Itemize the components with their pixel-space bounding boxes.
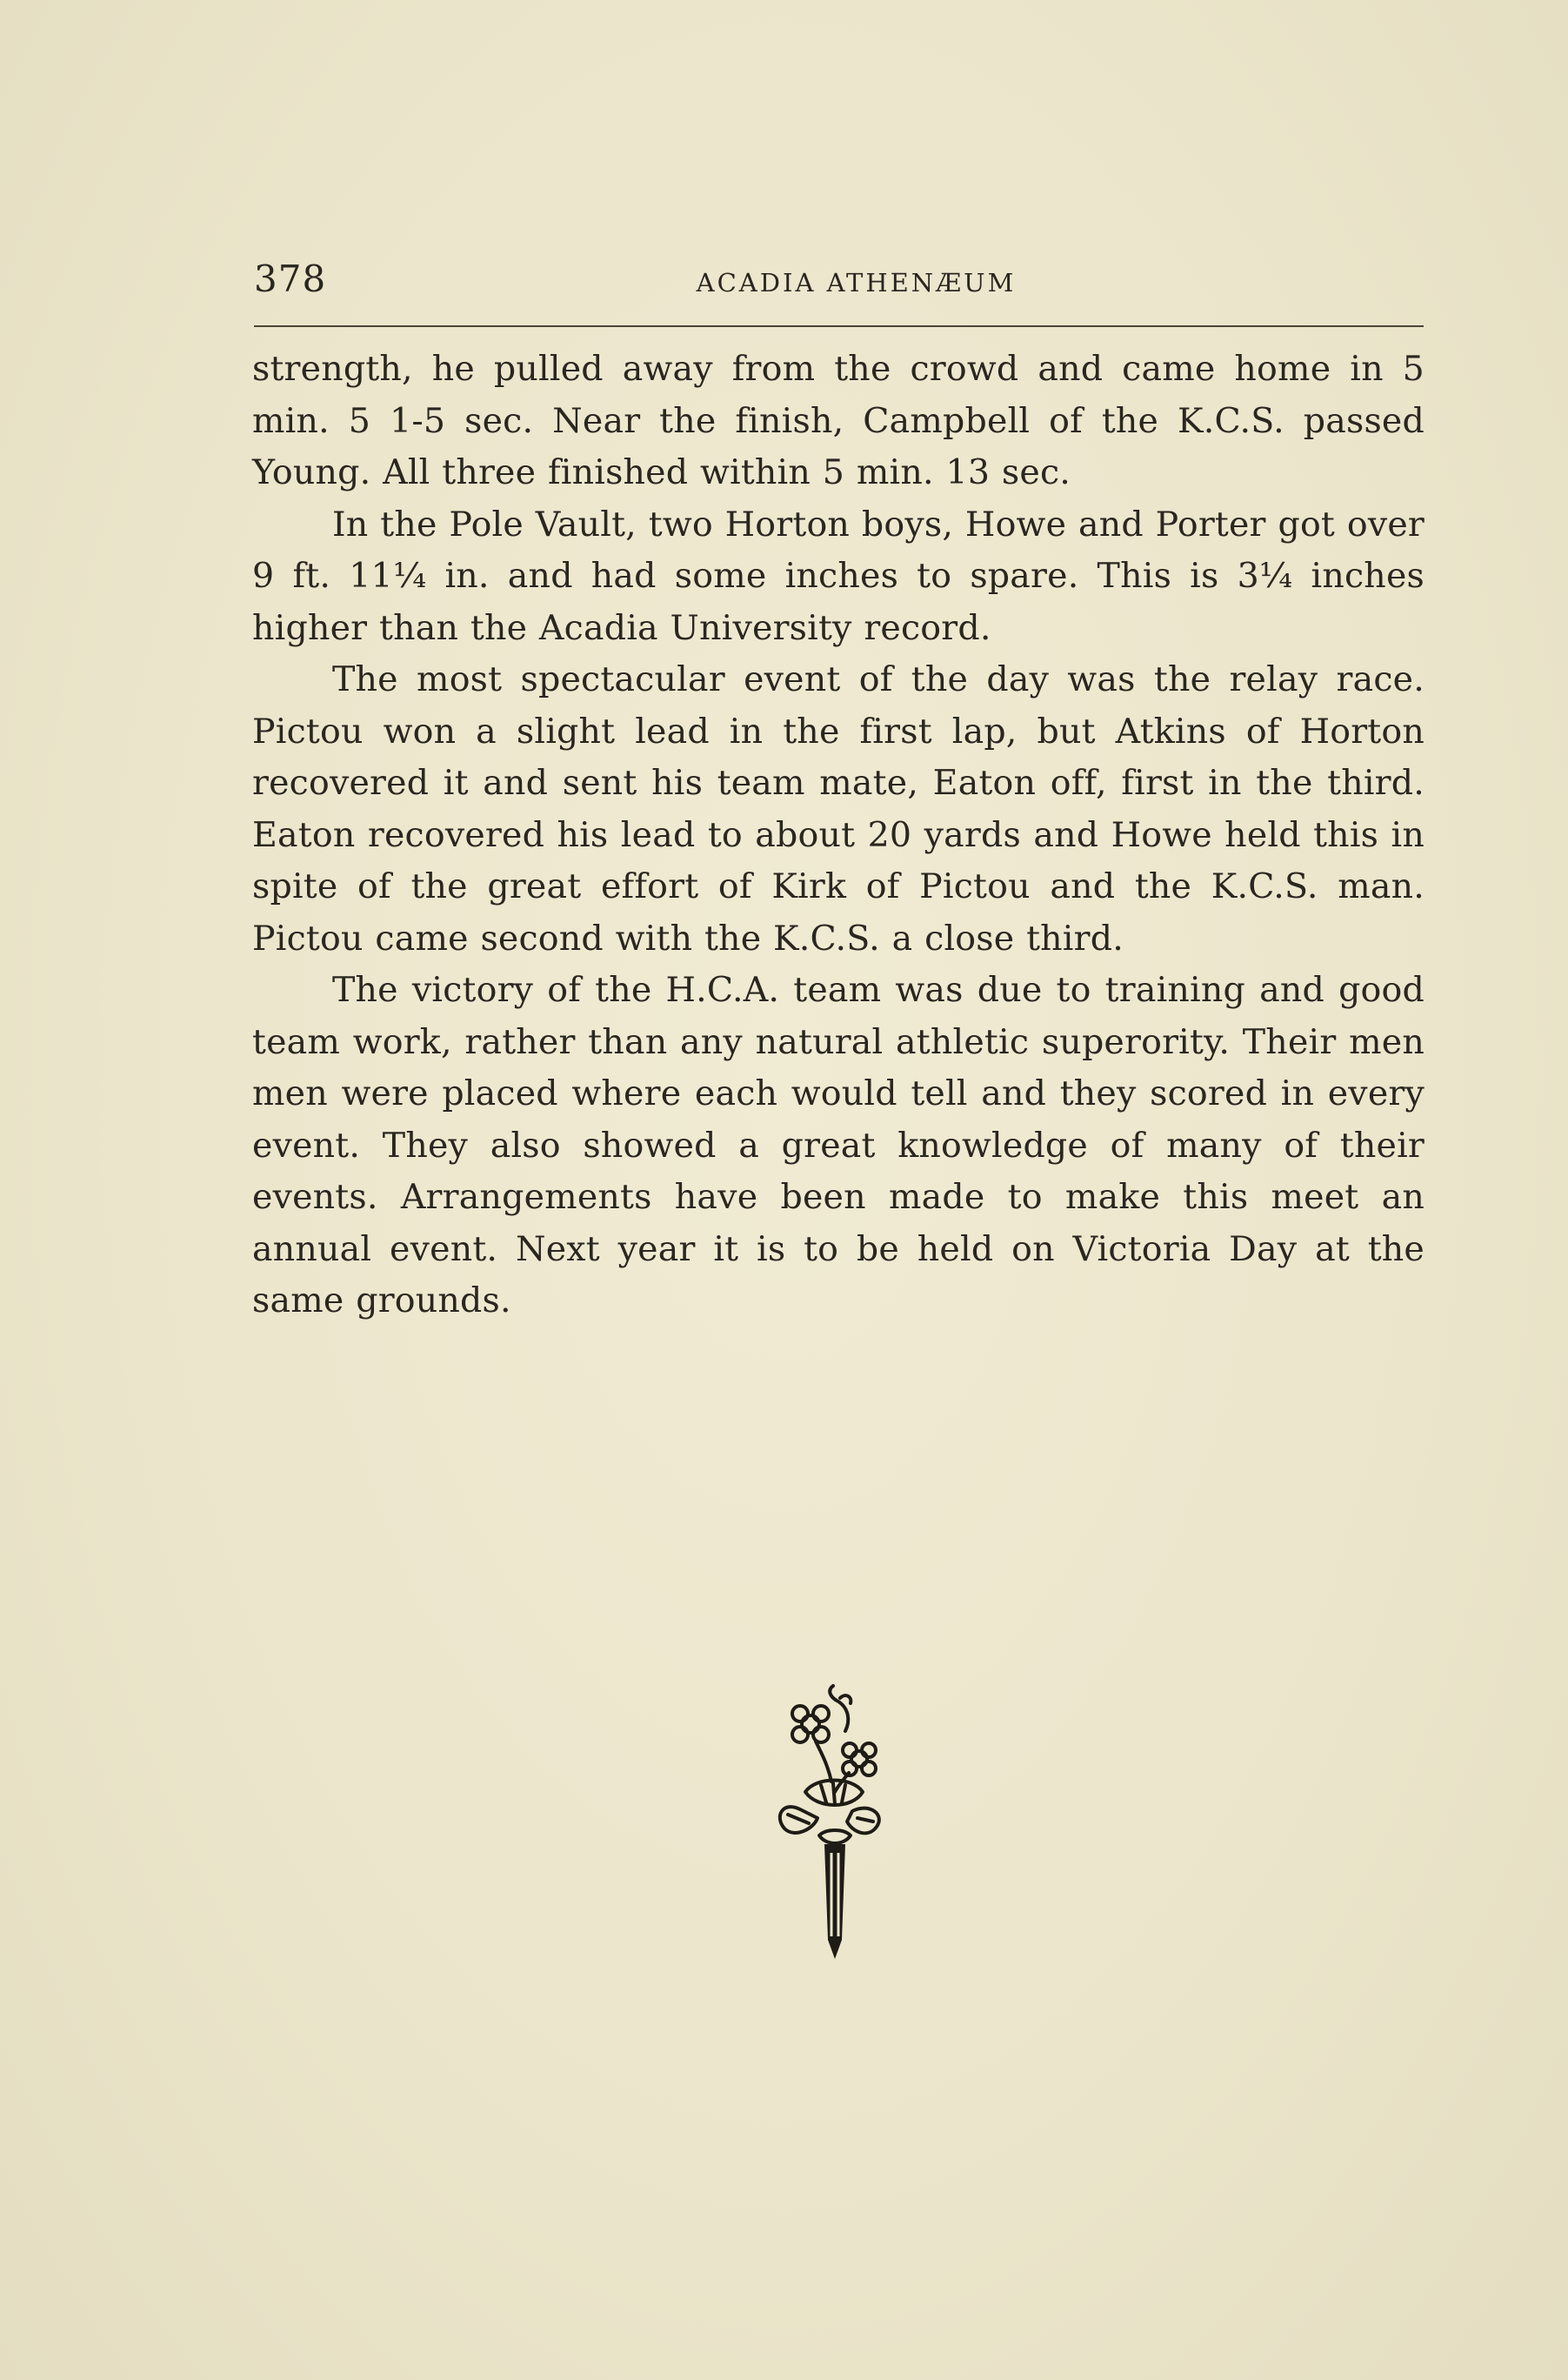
running-head: [254, 257, 1424, 310]
paragraph-pole-vault: In the Pole Vault, two Horton boys, Howe and Porter got over 9 ft. 11¼ in. and had some inches to spare. This is 3¼ inches higher than the Acadia University record.: [252, 504, 1425, 648]
header-rule: [254, 325, 1424, 327]
article-body: [252, 344, 1425, 1327]
page-number: 378: [254, 257, 327, 300]
paragraph-victory: The victory of the H.C.A. team was due to training and good team work, rather than any natural athletic superority. Their men men were placed where each would tell and they scored in every event. They also showed a great knowledge of many of their events. Arrangements have been made to make this meet an annual event. Next year it is to be held on Victoria Day at the same grounds.: [252, 970, 1425, 1320]
paragraph-continuation: strength, he pulled away from the crowd and came home in 5 min. 5 1-5 sec. Near the finish, Campbell of the K.C.S. passed Young. All three finished within 5 min. 13 sec.: [252, 349, 1425, 492]
running-title: ACADIA ATHENÆUM: [696, 268, 1017, 298]
flower-bouquet-tailpiece-icon: [765, 1679, 904, 1966]
paragraph-relay-race: The most spectacular event of the day was the relay race. Pictou won a slight lead in the first lap, but Atkins of Horton recovered it and sent his team mate, Eaton off, first in the third. Eaton recovered his lead to about 20 yards and Howe held this in spite of the great effort of Kirk of Pictou and the K.C.S. man. Pictou came second with the K.C.S. a close third.: [252, 659, 1425, 959]
